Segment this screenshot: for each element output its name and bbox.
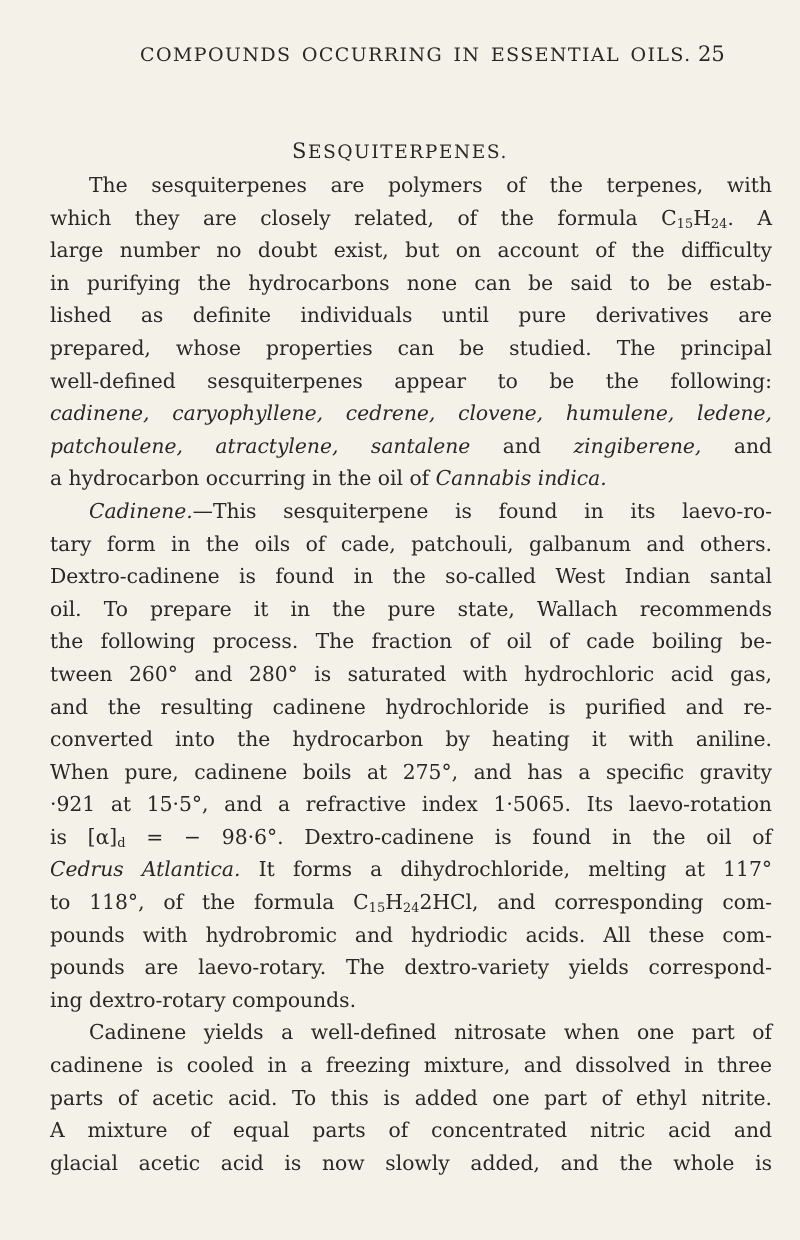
italic-text: Cadinene. [89, 498, 193, 523]
text-run: in purifying the hydrocarbons none can be said to be estab- [50, 270, 772, 295]
italic-text: Cannabis indica. [435, 466, 607, 491]
text-line [50, 1016, 772, 1049]
text-run: glacial acetic acid is now slowly added, and the whole is [50, 1150, 772, 1175]
subscript: 24 [402, 901, 420, 917]
text-line [50, 593, 772, 626]
text-run: tary form in the oils of cade, patchouli, galbanum and others. [50, 531, 772, 556]
text-run: When pure, cadinene boils at 275°, and has a specific gravity [50, 759, 772, 784]
text-run: ing dextro-rotary compounds. [50, 987, 357, 1012]
text-line [50, 1114, 772, 1147]
text-line [50, 1147, 772, 1180]
text-line [50, 886, 772, 919]
italic-text: patchoulene, atractylene, santalene [50, 433, 471, 458]
italic-text: zingiberene, [573, 433, 702, 458]
text-line [50, 658, 772, 691]
text-run: converted into the hydrocarbon by heating it with aniline. [50, 727, 772, 752]
running-head: COMPOUNDS OCCURRING IN ESSENTIAL OILS. [140, 44, 692, 66]
subscript: 24 [710, 216, 728, 232]
text-line [50, 528, 772, 561]
text-line [50, 691, 772, 724]
text-line [50, 984, 772, 1017]
text-line [50, 462, 772, 495]
text-line [50, 756, 772, 789]
text-line [50, 1049, 772, 1082]
text-run: oil. To prepare it in the pure state, Wallach recommends [50, 596, 772, 621]
text-line [50, 202, 772, 235]
body-text [50, 169, 772, 1179]
text-line [50, 919, 772, 952]
text-run: tween 260° and 280° is saturated with hydrochloric acid gas, [50, 661, 772, 686]
text-line [50, 397, 772, 430]
text-line [50, 267, 772, 300]
text-run: 2HCl, and corresponding com- [419, 890, 772, 915]
text-run: The sesquiterpenes are polymers of the terpenes, with [89, 173, 772, 197]
section-heading-initial: S [292, 139, 309, 163]
text-line [50, 723, 772, 756]
section-heading [0, 139, 800, 163]
italic-text: Cedrus Atlantica. [50, 857, 241, 882]
text-run: pounds with hydrobromic and hydriodic acids. All these com- [50, 922, 772, 947]
text-line [50, 169, 772, 202]
text-run: prepared, whose properties can be studied. The principal [50, 335, 772, 360]
text-line [50, 495, 772, 528]
text-line [50, 1082, 772, 1115]
text-line [50, 625, 772, 658]
text-line [50, 332, 772, 365]
subscript: 15 [368, 901, 386, 917]
text-run: —This sesquiterpene is found in its laevo-ro- [192, 498, 772, 523]
section-heading-rest: ESQUITERPENES. [308, 142, 508, 163]
text-line [50, 951, 772, 984]
text-line [50, 821, 772, 854]
text-line [50, 788, 772, 821]
text-run: A mixture of equal parts of concentrated nitric acid and [50, 1118, 772, 1143]
text-line [50, 853, 772, 886]
text-run: pounds are laevo-rotary. The dextro-variety yields correspond- [50, 955, 772, 980]
text-line [50, 365, 772, 398]
text-run: and [701, 433, 772, 458]
text-run: H [693, 205, 711, 230]
text-run: the following process. The fraction of oil of cade boiling be- [50, 629, 772, 654]
text-run: ·921 at 15·5°, and a refractive index 1·5065. Its laevo-rotation [50, 792, 772, 817]
subscript: 15 [676, 216, 694, 232]
text-run: Dextro-cadinene is found in the so-called West Indian santal [50, 564, 772, 589]
text-run: It forms a dihydrochloride, melting at 117° [240, 857, 772, 882]
text-line [50, 299, 772, 332]
text-run: a hydrocarbon occurring in the oil of [50, 466, 436, 491]
text-run: to 118°, of the formula C [50, 890, 369, 915]
text-run: which they are closely related, of the formula C [50, 205, 677, 230]
text-run: Cadinene yields a well-defined nitrosate when one part of [89, 1020, 772, 1045]
text-run: well-defined sesquiterpenes appear to be the following: [50, 368, 772, 393]
text-run: = − 98·6°. Dextro-cadinene is found in the oil of [125, 824, 772, 849]
subscript: d [117, 835, 126, 851]
text-run: parts of acetic acid. To this is added one part of ethyl nitrite. [50, 1085, 772, 1110]
text-line [50, 234, 772, 267]
page-number: 25 [698, 42, 725, 66]
text-run: large number no doubt exist, but on account of the difficulty [50, 238, 772, 263]
text-run: and the resulting cadinene hydrochloride is purified and re- [50, 694, 772, 719]
text-run: and [470, 433, 574, 458]
text-run: H [385, 890, 403, 915]
text-line [50, 430, 772, 463]
text-run: cadinene is cooled in a freezing mixture, and dissolved in three [50, 1053, 772, 1078]
text-run: lished as definite individuals until pure derivatives are [50, 303, 772, 328]
text-line [50, 560, 772, 593]
italic-text: cadinene, caryophyllene, cedrene, clovene, humulene, ledene, [50, 401, 772, 426]
text-run: . A [727, 205, 772, 230]
text-run: is [α] [50, 824, 118, 849]
